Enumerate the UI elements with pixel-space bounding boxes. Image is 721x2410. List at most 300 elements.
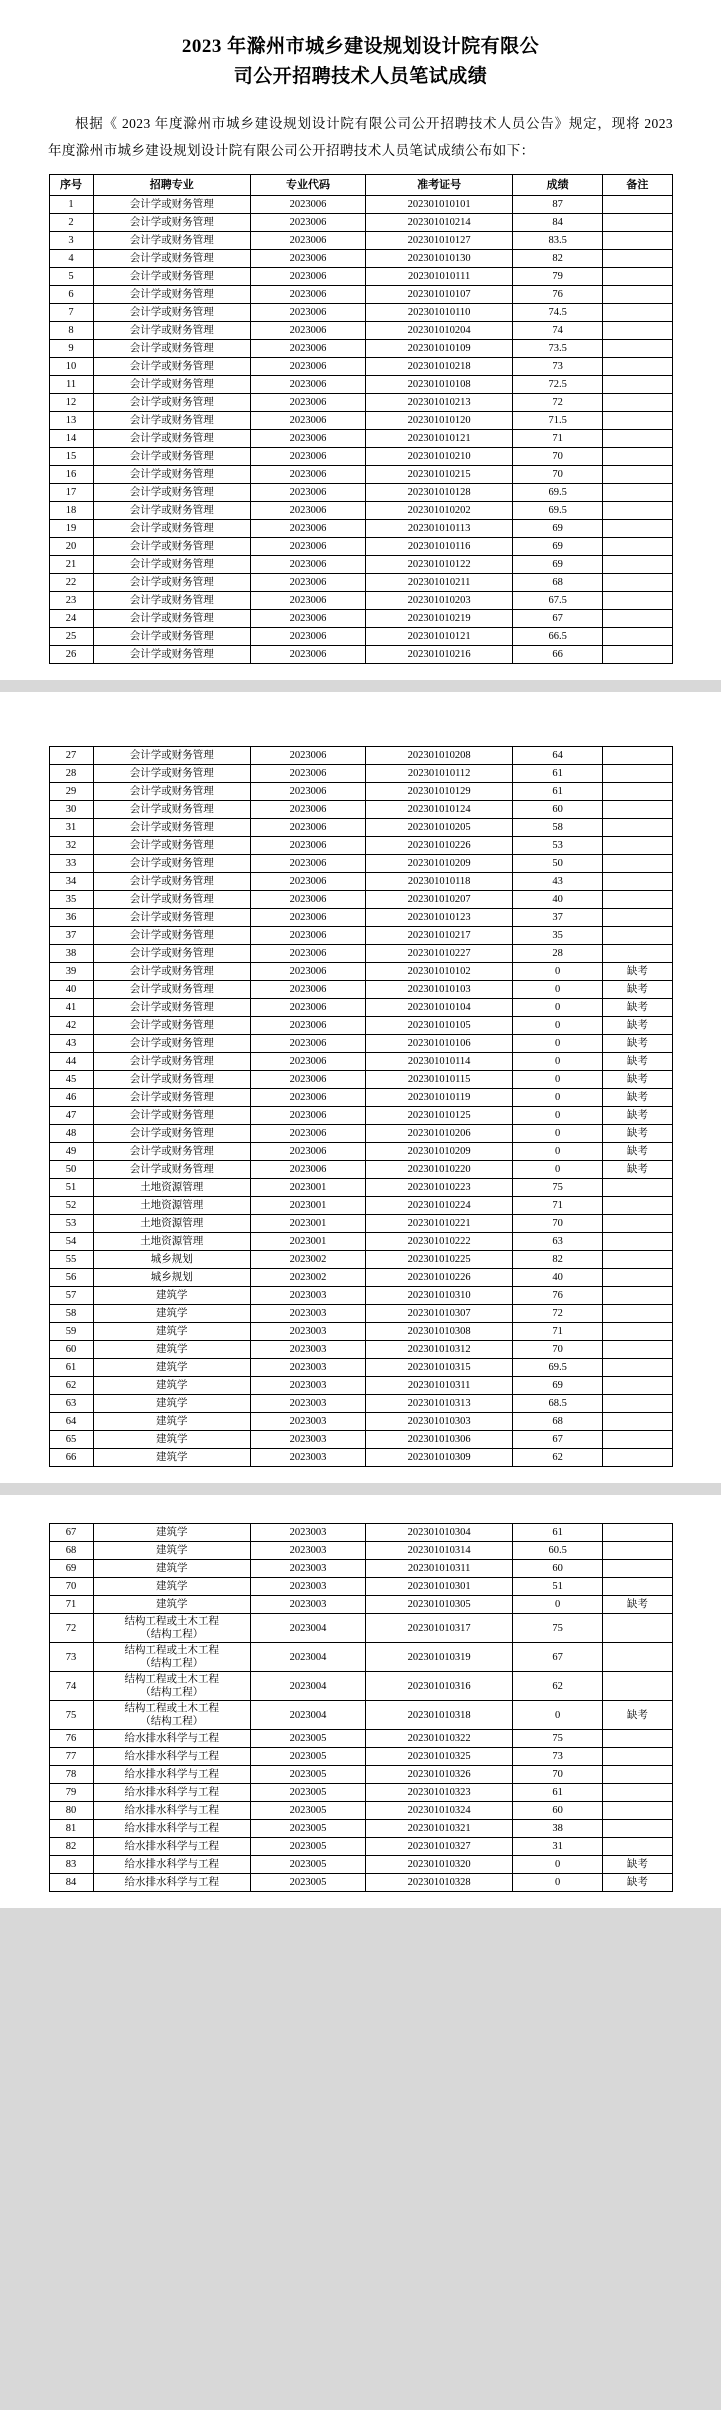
cell-seq: 84 xyxy=(49,1874,93,1892)
table-row xyxy=(49,358,672,376)
table-row xyxy=(49,574,672,592)
cell-seq: 40 xyxy=(49,981,93,999)
cell-seq: 1 xyxy=(49,196,93,214)
table-row xyxy=(49,1287,672,1305)
table-row xyxy=(49,999,672,1017)
cell-admission-number: 202301010129 xyxy=(366,783,513,801)
grades-table-page-2 xyxy=(49,746,673,1467)
cell-admission-number: 202301010217 xyxy=(366,927,513,945)
cell-seq: 28 xyxy=(49,765,93,783)
cell-code: 2023003 xyxy=(250,1395,365,1413)
cell-admission-number: 202301010114 xyxy=(366,1053,513,1071)
table-row xyxy=(49,628,672,646)
cell-score: 37 xyxy=(513,909,603,927)
cell-code: 2023006 xyxy=(250,801,365,819)
cell-score: 0 xyxy=(513,1874,603,1892)
cell-remark xyxy=(603,484,672,502)
cell-seq: 60 xyxy=(49,1341,93,1359)
cell-remark xyxy=(603,1614,672,1643)
cell-seq: 75 xyxy=(49,1701,93,1730)
table-row xyxy=(49,1874,672,1892)
cell-admission-number: 202301010225 xyxy=(366,1251,513,1269)
document-sheet-3 xyxy=(0,1495,721,1908)
cell-admission-number: 202301010319 xyxy=(366,1643,513,1672)
cell-admission-number: 202301010311 xyxy=(366,1560,513,1578)
cell-seq: 22 xyxy=(49,574,93,592)
cell-major: 会计学或财务管理 xyxy=(93,1071,250,1089)
cell-remark: 缺考 xyxy=(603,1596,672,1614)
table-row xyxy=(49,783,672,801)
table-row xyxy=(49,801,672,819)
cell-score: 69.5 xyxy=(513,502,603,520)
cell-major: 会计学或财务管理 xyxy=(93,250,250,268)
cell-major: 建筑学 xyxy=(93,1359,250,1377)
cell-admission-number: 202301010316 xyxy=(366,1672,513,1701)
cell-code: 2023006 xyxy=(250,538,365,556)
cell-remark xyxy=(603,1269,672,1287)
cell-admission-number: 202301010208 xyxy=(366,747,513,765)
cell-score: 35 xyxy=(513,927,603,945)
cell-score: 70 xyxy=(513,1215,603,1233)
cell-score: 75 xyxy=(513,1730,603,1748)
cell-seq: 10 xyxy=(49,358,93,376)
cell-score: 69 xyxy=(513,520,603,538)
cell-code: 2023004 xyxy=(250,1672,365,1701)
cell-major: 会计学或财务管理 xyxy=(93,646,250,664)
cell-major: 会计学或财务管理 xyxy=(93,1089,250,1107)
table-row xyxy=(49,1802,672,1820)
cell-code: 2023002 xyxy=(250,1251,365,1269)
cell-score: 76 xyxy=(513,286,603,304)
cell-remark: 缺考 xyxy=(603,1701,672,1730)
cell-code: 2023006 xyxy=(250,340,365,358)
cell-major: 会计学或财务管理 xyxy=(93,538,250,556)
cell-seq: 61 xyxy=(49,1359,93,1377)
cell-score: 60 xyxy=(513,1560,603,1578)
table-row xyxy=(49,1560,672,1578)
cell-score: 66 xyxy=(513,646,603,664)
cell-score: 72.5 xyxy=(513,376,603,394)
cell-code: 2023006 xyxy=(250,286,365,304)
cell-admission-number: 202301010220 xyxy=(366,1161,513,1179)
cell-admission-number: 202301010116 xyxy=(366,538,513,556)
table-row xyxy=(49,412,672,430)
cell-remark xyxy=(603,1413,672,1431)
cell-seq: 18 xyxy=(49,502,93,520)
cell-code: 2023006 xyxy=(250,765,365,783)
cell-major: 会计学或财务管理 xyxy=(93,448,250,466)
cell-score: 70 xyxy=(513,448,603,466)
cell-major: 城乡规划 xyxy=(93,1269,250,1287)
cell-code: 2023005 xyxy=(250,1730,365,1748)
table-row xyxy=(49,1197,672,1215)
table-row xyxy=(49,268,672,286)
cell-remark: 缺考 xyxy=(603,963,672,981)
header-major: 招聘专业 xyxy=(93,175,250,196)
cell-seq: 42 xyxy=(49,1017,93,1035)
cell-score: 61 xyxy=(513,765,603,783)
table-row xyxy=(49,322,672,340)
cell-remark xyxy=(603,1215,672,1233)
cell-seq: 43 xyxy=(49,1035,93,1053)
cell-score: 0 xyxy=(513,1856,603,1874)
table-row xyxy=(49,1542,672,1560)
cell-remark xyxy=(603,394,672,412)
table-row xyxy=(49,927,672,945)
cell-code: 2023006 xyxy=(250,837,365,855)
cell-remark xyxy=(603,268,672,286)
title-line-2: 司公开招聘技术人员笔试成绩 xyxy=(233,66,488,87)
cell-admission-number: 202301010207 xyxy=(366,891,513,909)
cell-code: 2023003 xyxy=(250,1449,365,1467)
cell-score: 73.5 xyxy=(513,340,603,358)
cell-seq: 48 xyxy=(49,1125,93,1143)
cell-code: 2023003 xyxy=(250,1578,365,1596)
cell-seq: 65 xyxy=(49,1431,93,1449)
cell-admission-number: 202301010121 xyxy=(366,628,513,646)
cell-remark xyxy=(603,214,672,232)
cell-seq: 33 xyxy=(49,855,93,873)
header-admission-number: 准考证号 xyxy=(366,175,513,196)
cell-remark xyxy=(603,1542,672,1560)
cell-admission-number: 202301010206 xyxy=(366,1125,513,1143)
cell-major: 建筑学 xyxy=(93,1323,250,1341)
table-row xyxy=(49,1784,672,1802)
document-sheet-1 xyxy=(0,0,721,680)
cell-major: 会计学或财务管理 xyxy=(93,376,250,394)
table-row xyxy=(49,466,672,484)
cell-remark xyxy=(603,1377,672,1395)
cell-seq: 54 xyxy=(49,1233,93,1251)
table-row xyxy=(49,232,672,250)
title-line-1: 2023 年滁州市城乡建设规划设计院有限公 xyxy=(181,36,540,57)
cell-seq: 77 xyxy=(49,1748,93,1766)
cell-admission-number: 202301010326 xyxy=(366,1766,513,1784)
cell-major: 会计学或财务管理 xyxy=(93,1107,250,1125)
cell-major: 给水排水科学与工程 xyxy=(93,1766,250,1784)
cell-score: 69.5 xyxy=(513,1359,603,1377)
cell-admission-number: 202301010124 xyxy=(366,801,513,819)
cell-score: 75 xyxy=(513,1179,603,1197)
cell-score: 0 xyxy=(513,1053,603,1071)
page-title xyxy=(74,32,647,92)
cell-remark: 缺考 xyxy=(603,1035,672,1053)
cell-code: 2023005 xyxy=(250,1874,365,1892)
cell-major: 建筑学 xyxy=(93,1287,250,1305)
cell-major: 会计学或财务管理 xyxy=(93,909,250,927)
cell-score: 0 xyxy=(513,1035,603,1053)
cell-major: 会计学或财务管理 xyxy=(93,891,250,909)
cell-seq: 81 xyxy=(49,1820,93,1838)
cell-admission-number: 202301010115 xyxy=(366,1071,513,1089)
cell-score: 74 xyxy=(513,322,603,340)
cell-seq: 52 xyxy=(49,1197,93,1215)
cell-admission-number: 202301010315 xyxy=(366,1359,513,1377)
cell-score: 60 xyxy=(513,801,603,819)
cell-admission-number: 202301010119 xyxy=(366,1089,513,1107)
cell-major: 会计学或财务管理 xyxy=(93,999,250,1017)
cell-major: 会计学或财务管理 xyxy=(93,304,250,322)
cell-remark xyxy=(603,646,672,664)
cell-score: 71 xyxy=(513,1323,603,1341)
table-row xyxy=(49,1053,672,1071)
cell-major: 建筑学 xyxy=(93,1413,250,1431)
cell-admission-number: 202301010105 xyxy=(366,1017,513,1035)
cell-remark xyxy=(603,1431,672,1449)
cell-seq: 70 xyxy=(49,1578,93,1596)
table-row xyxy=(49,304,672,322)
grades-tbody-2 xyxy=(49,747,672,1467)
cell-remark xyxy=(603,927,672,945)
cell-score: 0 xyxy=(513,1596,603,1614)
cell-score: 66.5 xyxy=(513,628,603,646)
cell-seq: 82 xyxy=(49,1838,93,1856)
cell-admission-number: 202301010107 xyxy=(366,286,513,304)
cell-remark: 缺考 xyxy=(603,981,672,999)
cell-admission-number: 202301010216 xyxy=(366,646,513,664)
cell-code: 2023003 xyxy=(250,1596,365,1614)
header-seq: 序号 xyxy=(49,175,93,196)
cell-seq: 17 xyxy=(49,484,93,502)
cell-seq: 63 xyxy=(49,1395,93,1413)
cell-remark xyxy=(603,1341,672,1359)
table-row xyxy=(49,394,672,412)
cell-code: 2023005 xyxy=(250,1838,365,1856)
cell-remark xyxy=(603,520,672,538)
table-row xyxy=(49,1730,672,1748)
cell-score: 0 xyxy=(513,1125,603,1143)
cell-score: 72 xyxy=(513,394,603,412)
cell-remark xyxy=(603,891,672,909)
cell-admission-number: 202301010317 xyxy=(366,1614,513,1643)
cell-major: 给水排水科学与工程 xyxy=(93,1802,250,1820)
cell-code: 2023006 xyxy=(250,1035,365,1053)
cell-score: 0 xyxy=(513,1161,603,1179)
cell-seq: 47 xyxy=(49,1107,93,1125)
cell-score: 71 xyxy=(513,1197,603,1215)
cell-major: 会计学或财务管理 xyxy=(93,466,250,484)
table-row xyxy=(49,1614,672,1643)
cell-code: 2023006 xyxy=(250,430,365,448)
page-2-top-spacer xyxy=(34,710,687,746)
cell-score: 68.5 xyxy=(513,1395,603,1413)
cell-code: 2023006 xyxy=(250,502,365,520)
cell-score: 84 xyxy=(513,214,603,232)
cell-remark: 缺考 xyxy=(603,1161,672,1179)
cell-score: 0 xyxy=(513,1071,603,1089)
cell-score: 60 xyxy=(513,1802,603,1820)
cell-major: 给水排水科学与工程 xyxy=(93,1730,250,1748)
cell-major: 给水排水科学与工程 xyxy=(93,1820,250,1838)
cell-code: 2023006 xyxy=(250,394,365,412)
cell-seq: 71 xyxy=(49,1596,93,1614)
cell-code: 2023006 xyxy=(250,927,365,945)
cell-code: 2023006 xyxy=(250,909,365,927)
cell-major: 给水排水科学与工程 xyxy=(93,1856,250,1874)
cell-major: 建筑学 xyxy=(93,1524,250,1542)
cell-major: 会计学或财务管理 xyxy=(93,610,250,628)
cell-remark xyxy=(603,1802,672,1820)
cell-code: 2023006 xyxy=(250,358,365,376)
cell-admission-number: 202301010313 xyxy=(366,1395,513,1413)
cell-score: 31 xyxy=(513,1838,603,1856)
cell-remark: 缺考 xyxy=(603,1143,672,1161)
cell-code: 2023006 xyxy=(250,250,365,268)
cell-admission-number: 202301010325 xyxy=(366,1748,513,1766)
cell-code: 2023001 xyxy=(250,1197,365,1215)
cell-remark xyxy=(603,466,672,484)
cell-score: 67.5 xyxy=(513,592,603,610)
cell-code: 2023003 xyxy=(250,1377,365,1395)
cell-score: 73 xyxy=(513,1748,603,1766)
cell-remark xyxy=(603,538,672,556)
cell-score: 0 xyxy=(513,1089,603,1107)
cell-code: 2023006 xyxy=(250,999,365,1017)
cell-remark xyxy=(603,1748,672,1766)
cell-remark xyxy=(603,196,672,214)
cell-score: 82 xyxy=(513,1251,603,1269)
cell-seq: 50 xyxy=(49,1161,93,1179)
cell-major: 土地资源管理 xyxy=(93,1179,250,1197)
cell-major: 会计学或财务管理 xyxy=(93,628,250,646)
cell-major: 建筑学 xyxy=(93,1560,250,1578)
cell-major: 会计学或财务管理 xyxy=(93,412,250,430)
cell-major: 会计学或财务管理 xyxy=(93,286,250,304)
cell-admission-number: 202301010213 xyxy=(366,394,513,412)
cell-score: 68 xyxy=(513,1413,603,1431)
cell-code: 2023003 xyxy=(250,1287,365,1305)
cell-major: 会计学或财务管理 xyxy=(93,322,250,340)
cell-remark xyxy=(603,430,672,448)
cell-score: 63 xyxy=(513,1233,603,1251)
cell-code: 2023003 xyxy=(250,1323,365,1341)
cell-code: 2023005 xyxy=(250,1766,365,1784)
cell-code: 2023006 xyxy=(250,232,365,250)
cell-admission-number: 202301010215 xyxy=(366,466,513,484)
cell-major: 结构工程或土木工程 （结构工程） xyxy=(93,1672,250,1701)
grades-tbody-1 xyxy=(49,196,672,664)
table-row xyxy=(49,250,672,268)
cell-score: 0 xyxy=(513,999,603,1017)
cell-seq: 76 xyxy=(49,1730,93,1748)
cell-remark xyxy=(603,1820,672,1838)
cell-score: 82 xyxy=(513,250,603,268)
intro-paragraph: 根据《 2023 年度滁州市城乡建设规划设计院有限公司公开招聘技术人员公告》规定，现将 2023 年度滁州市城乡建设规划设计院有限公司公开招聘技术人员笔试成绩公布如下： xyxy=(48,116,673,158)
cell-code: 2023006 xyxy=(250,322,365,340)
cell-seq: 73 xyxy=(49,1643,93,1672)
cell-remark xyxy=(603,1359,672,1377)
cell-major: 结构工程或土木工程 （结构工程） xyxy=(93,1701,250,1730)
cell-admission-number: 202301010125 xyxy=(366,1107,513,1125)
cell-seq: 79 xyxy=(49,1784,93,1802)
cell-code: 2023005 xyxy=(250,1856,365,1874)
cell-seq: 59 xyxy=(49,1323,93,1341)
cell-major: 会计学或财务管理 xyxy=(93,232,250,250)
cell-code: 2023006 xyxy=(250,268,365,286)
cell-seq: 20 xyxy=(49,538,93,556)
cell-seq: 53 xyxy=(49,1215,93,1233)
table-row xyxy=(49,1035,672,1053)
cell-major: 会计学或财务管理 xyxy=(93,1161,250,1179)
document-sheet-2 xyxy=(0,692,721,1483)
cell-admission-number: 202301010324 xyxy=(366,1802,513,1820)
table-row xyxy=(49,1215,672,1233)
cell-score: 71.5 xyxy=(513,412,603,430)
cell-remark xyxy=(603,232,672,250)
cell-remark xyxy=(603,556,672,574)
cell-code: 2023003 xyxy=(250,1305,365,1323)
cell-code: 2023006 xyxy=(250,214,365,232)
cell-major: 建筑学 xyxy=(93,1431,250,1449)
cell-score: 0 xyxy=(513,1107,603,1125)
cell-major: 会计学或财务管理 xyxy=(93,783,250,801)
table-row xyxy=(49,1643,672,1672)
cell-admission-number: 202301010304 xyxy=(366,1524,513,1542)
cell-score: 87 xyxy=(513,196,603,214)
cell-seq: 49 xyxy=(49,1143,93,1161)
cell-admission-number: 202301010210 xyxy=(366,448,513,466)
header-code: 专业代码 xyxy=(250,175,365,196)
cell-remark xyxy=(603,358,672,376)
cell-seq: 31 xyxy=(49,819,93,837)
cell-admission-number: 202301010128 xyxy=(366,484,513,502)
cell-score: 50 xyxy=(513,855,603,873)
table-row xyxy=(49,1748,672,1766)
cell-seq: 68 xyxy=(49,1542,93,1560)
cell-seq: 7 xyxy=(49,304,93,322)
cell-remark: 缺考 xyxy=(603,1125,672,1143)
cell-remark xyxy=(603,322,672,340)
cell-score: 38 xyxy=(513,1820,603,1838)
cell-admission-number: 202301010121 xyxy=(366,430,513,448)
cell-score: 70 xyxy=(513,1341,603,1359)
cell-admission-number: 202301010122 xyxy=(366,556,513,574)
table-row xyxy=(49,837,672,855)
cell-seq: 35 xyxy=(49,891,93,909)
cell-admission-number: 202301010308 xyxy=(366,1323,513,1341)
cell-score: 74.5 xyxy=(513,304,603,322)
cell-admission-number: 202301010113 xyxy=(366,520,513,538)
cell-admission-number: 202301010209 xyxy=(366,855,513,873)
cell-score: 72 xyxy=(513,1305,603,1323)
table-row xyxy=(49,1071,672,1089)
cell-seq: 32 xyxy=(49,837,93,855)
table-row xyxy=(49,1305,672,1323)
cell-remark xyxy=(603,747,672,765)
cell-major: 土地资源管理 xyxy=(93,1197,250,1215)
cell-remark xyxy=(603,873,672,891)
cell-remark xyxy=(603,448,672,466)
cell-remark xyxy=(603,1395,672,1413)
cell-code: 2023006 xyxy=(250,1125,365,1143)
table-row xyxy=(49,1107,672,1125)
table-row xyxy=(49,765,672,783)
cell-score: 61 xyxy=(513,1784,603,1802)
cell-major: 会计学或财务管理 xyxy=(93,945,250,963)
cell-admission-number: 202301010127 xyxy=(366,232,513,250)
cell-admission-number: 202301010328 xyxy=(366,1874,513,1892)
table-row xyxy=(49,610,672,628)
cell-score: 68 xyxy=(513,574,603,592)
cell-remark xyxy=(603,628,672,646)
cell-major: 会计学或财务管理 xyxy=(93,747,250,765)
table-row xyxy=(49,819,672,837)
table-row xyxy=(49,646,672,664)
table-row xyxy=(49,1578,672,1596)
cell-code: 2023005 xyxy=(250,1802,365,1820)
cell-seq: 36 xyxy=(49,909,93,927)
cell-remark: 缺考 xyxy=(603,1856,672,1874)
